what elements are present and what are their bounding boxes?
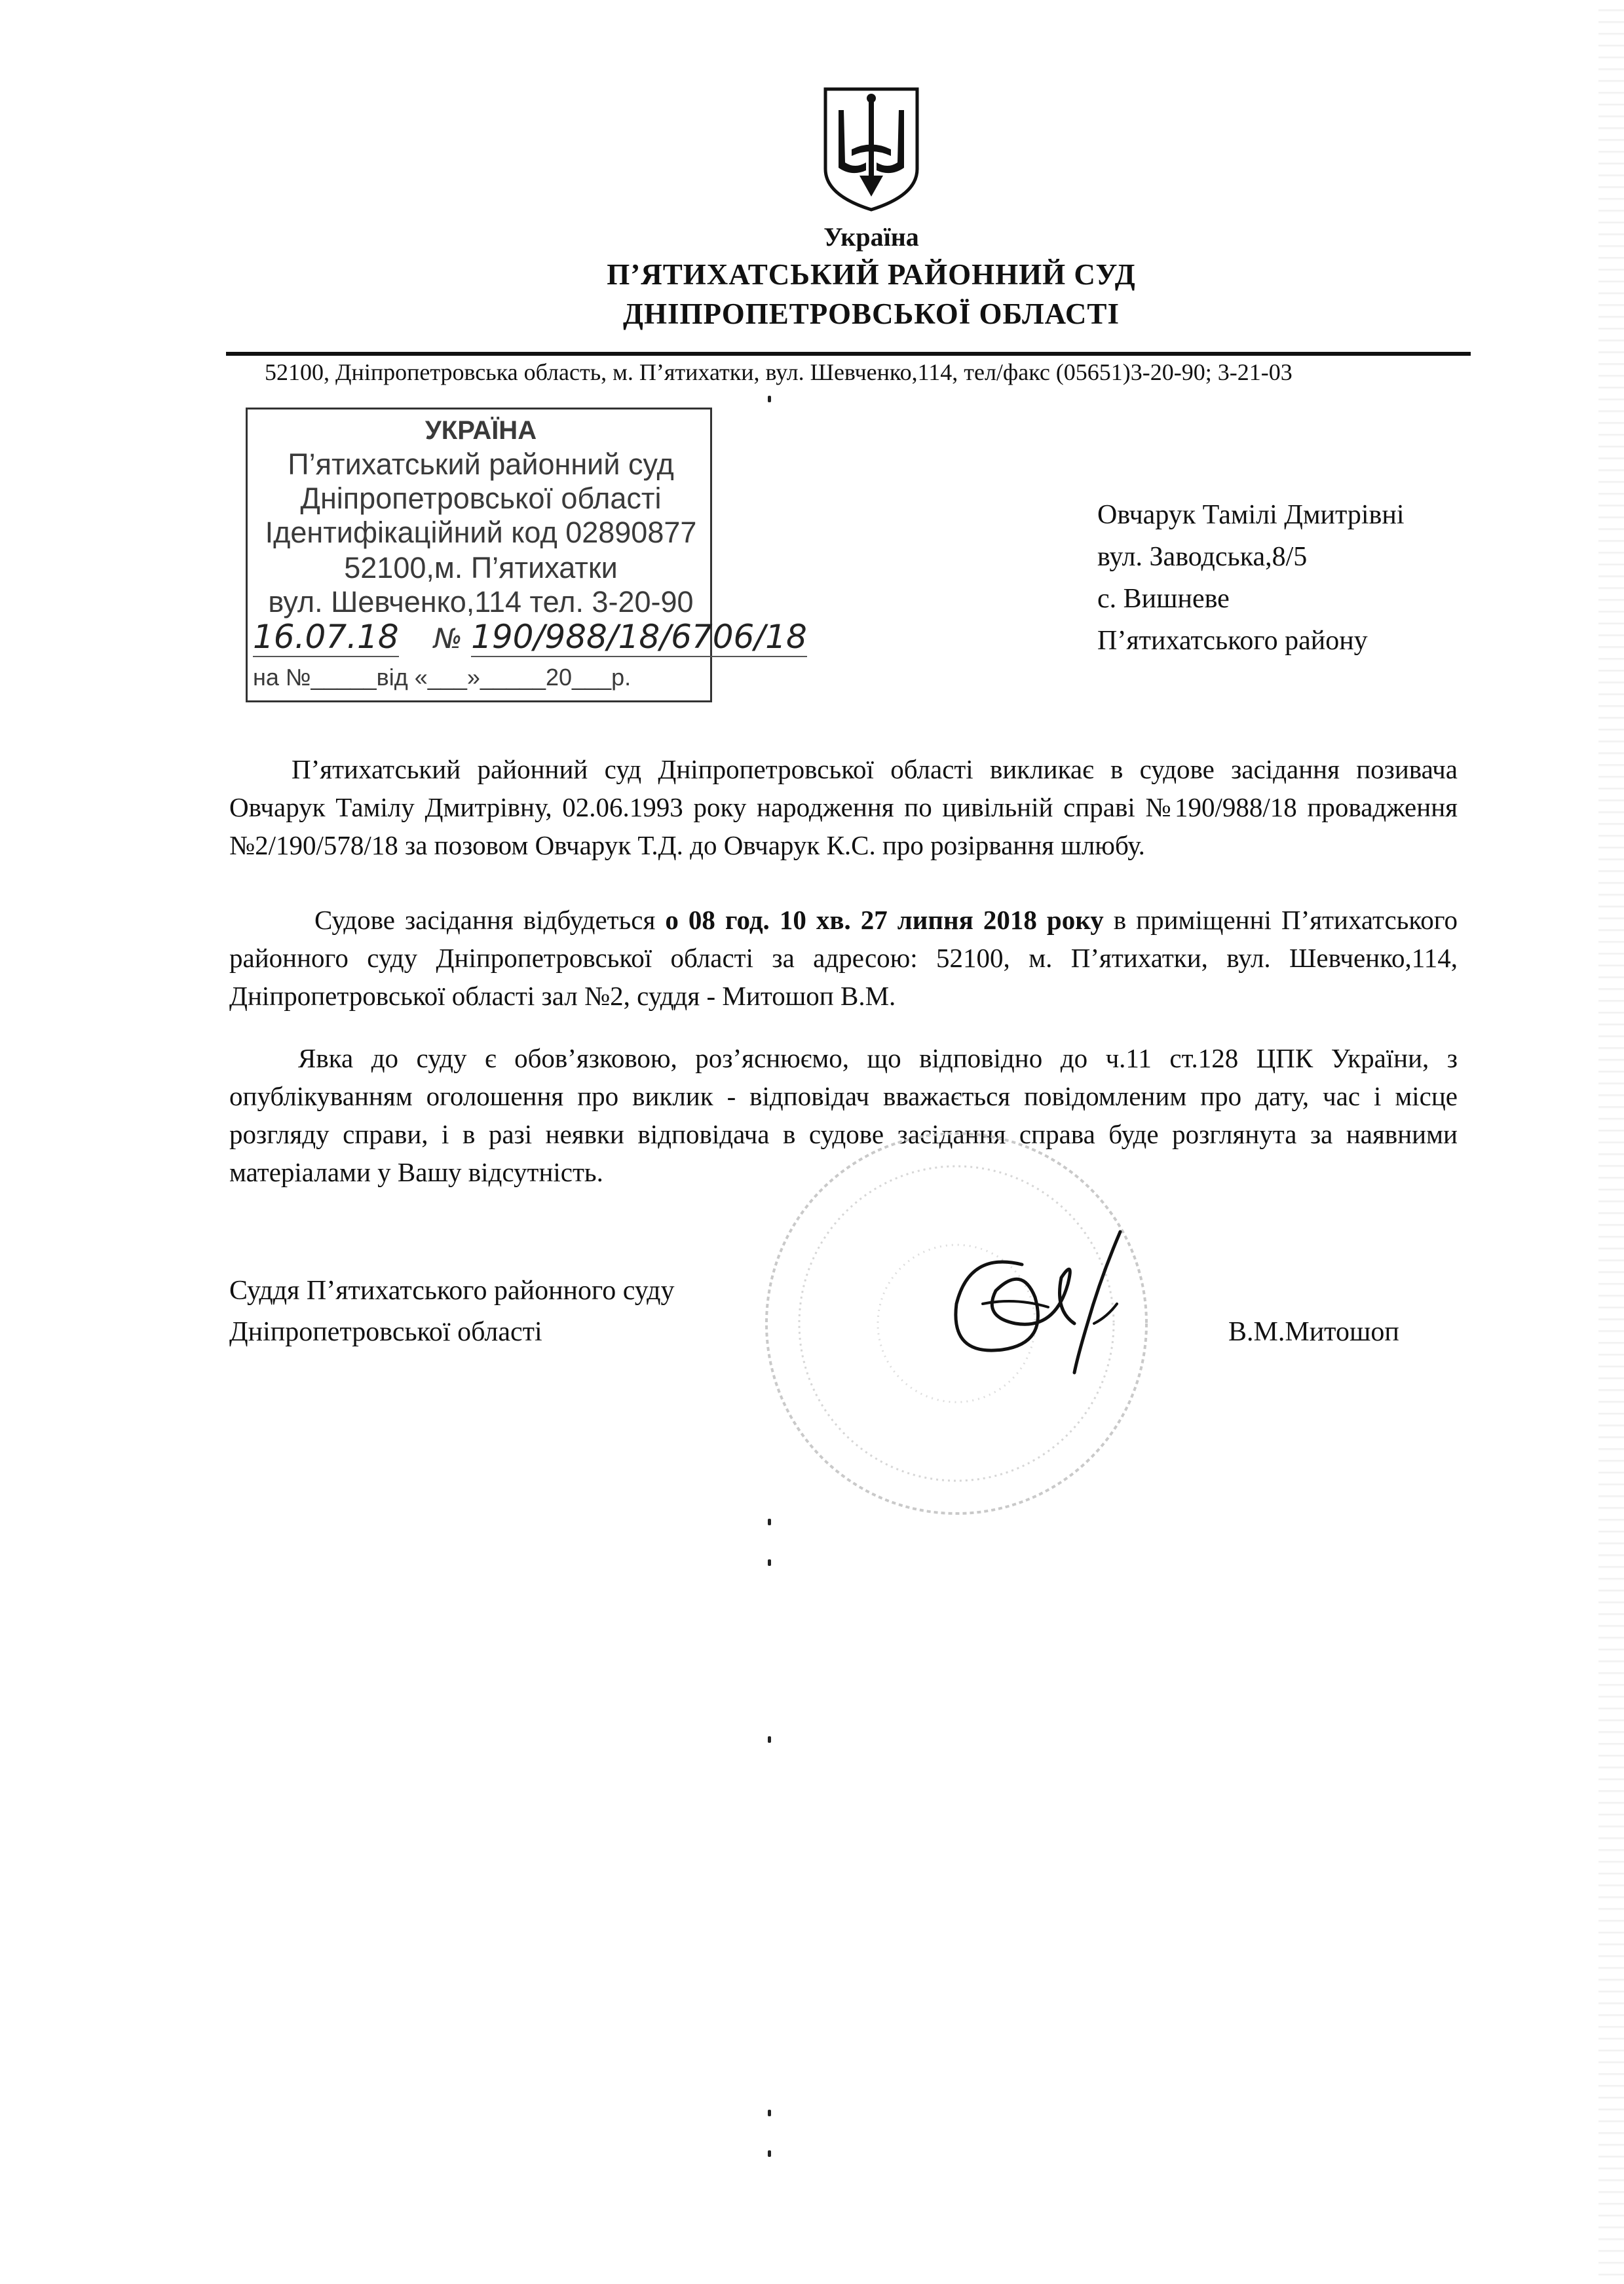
header-court-name: П’ЯТИХАТСЬКИЙ РАЙОННИЙ СУД: [607, 258, 1136, 291]
stamp-reference-line: на №_____від «___»_____20___р.: [253, 664, 632, 691]
recipient-village: с. Вишневе: [1097, 584, 1230, 614]
court-address-line: 52100, Дніпропетровська область, м. П’ятихатки, вул. Шевченко,114, тел/факс (05651)3-20-90; 3-21-03: [265, 359, 1293, 385]
signature-title-line2: Дніпропетровської області: [229, 1317, 542, 1347]
stamp-date-number-line: [253, 618, 807, 657]
scan-speck: [768, 1559, 771, 1566]
recipient-name: Овчарук Тамілі Дмитрівні: [1097, 500, 1405, 530]
recipient-district: П’ятихатського району: [1097, 626, 1368, 656]
hearing-text-end: в приміщенні П’ятихатського районного суду Дніпропетровської області за адресою: 52100, м. П’ятихатки, вул. Шевченко,114, Дніпропетровської області зал №2, суддя - Митошоп В.М.: [229, 905, 1458, 1011]
recipient-street: вул. Заводська,8/5: [1097, 542, 1308, 572]
scan-speck: [768, 2110, 771, 2116]
scan-speck: [768, 2150, 771, 2157]
header-rule: [226, 352, 1471, 356]
scan-edge-noise: [1598, 0, 1624, 2284]
signature-title-line1: Суддя П’ятихатського районного суду: [229, 1276, 675, 1306]
judge-signature: [943, 1225, 1133, 1376]
hearing-text-start: Судове засідання відбудеться: [314, 905, 666, 935]
stamp-id-code: Ідентифікаційний код 02890877: [265, 516, 697, 549]
header-country: Україна: [823, 222, 919, 252]
registration-stamp: [246, 408, 807, 702]
stamp-handwritten-date: 16.07.18: [253, 618, 399, 656]
judge-name: В.М.Митошоп: [1228, 1317, 1399, 1347]
stamp-city: 52100,м. П’ятихатки: [344, 551, 618, 584]
scan-speck: [768, 396, 771, 402]
body-paragraph-attendance: Явка до суду є обов’язковою, роз’яснюємо, що відповідно до ч.11 ст.128 ЦПК України, з опублікуванням оголошення про виклик - відповідач вважається повідомленим про дату, час і місце розгляду справи, і в разі неявки відповідача в судове засідання справа буде розглянута за наявними матеріалами у Вашу відсутність.: [229, 1043, 1458, 1187]
body-paragraph-hearing: [229, 901, 1458, 1015]
stamp-number-label: №: [434, 622, 463, 655]
scan-speck: [768, 1519, 771, 1525]
stamp-court: П’ятихатський районний суд: [288, 447, 674, 481]
stamp-country: УКРАЇНА: [425, 416, 537, 445]
hearing-datetime: о 08 год. 10 хв. 27 липня 2018 року: [665, 905, 1104, 935]
stamp-region: Дніпропетровської області: [300, 482, 662, 515]
scan-speck: [768, 1736, 771, 1743]
stamp-street: вул. Шевченко,114 тел. 3-20-90: [268, 585, 694, 619]
body-paragraph-summons: П’ятихатський районний суд Дніпропетровської області викликає в судове засідання позивача Овчарук Тамілу Дмитрівну, 02.06.1993 року народження по цивільній справі №190/988/18 провадження №2/190/578/18 за позовом Овчарук Т.Д. до Овчарук К.С. про розірвання шлюбу.: [229, 754, 1458, 860]
header-region: ДНІПРОПЕТРОВСЬКОЇ ОБЛАСТІ: [623, 297, 1120, 330]
trident-coat-of-arms-icon: [819, 84, 924, 212]
stamp-handwritten-number: 190/988/18/6706/18: [471, 618, 807, 656]
